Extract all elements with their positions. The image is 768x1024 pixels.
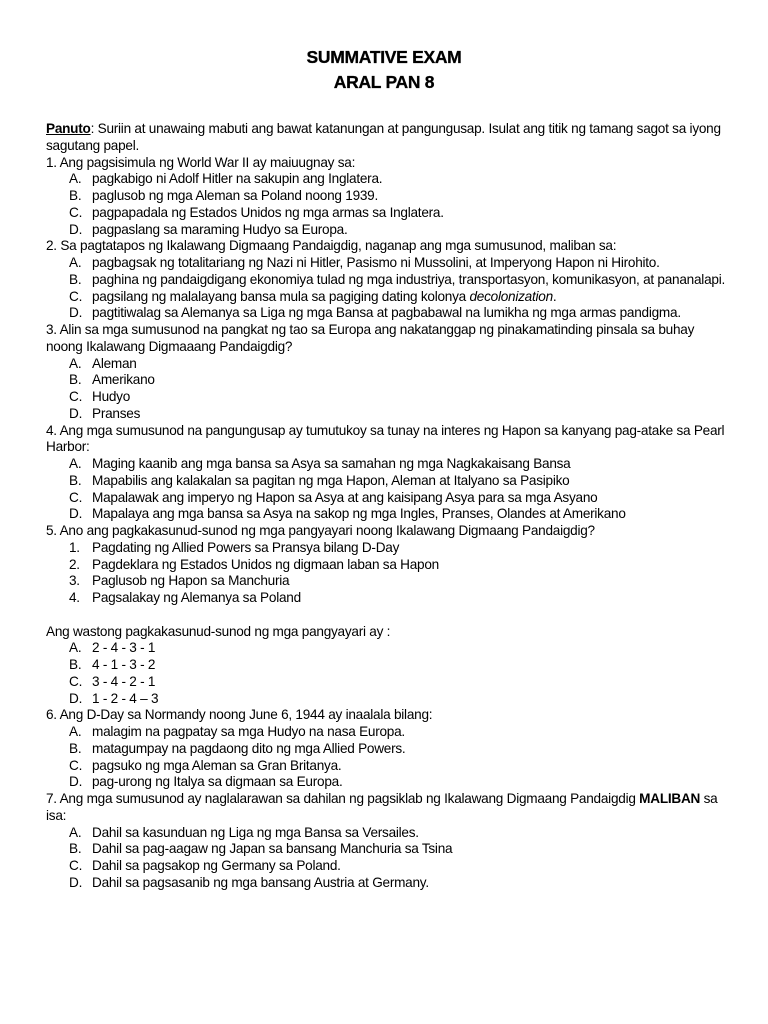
event-item (46, 573, 731, 590)
option-label: D. (69, 405, 83, 421)
option-label: A. (69, 640, 82, 656)
answer-option (46, 674, 731, 691)
exam-subtitle: ARAL PAN 8 (333, 72, 435, 92)
question-3 (46, 322, 731, 423)
answer-option (46, 222, 731, 239)
answer-option (46, 372, 731, 389)
option-label: D. (69, 774, 83, 790)
option-text (92, 289, 731, 306)
option-text-main: pag-urong ng Italya sa digmaan sa Europa. (92, 774, 343, 790)
option-text-main: Mapalawak ang imperyo ng Hapon sa Asya at ang kaisipang Asya para sa mga Asyano (92, 489, 598, 505)
option-text (92, 540, 731, 557)
option-text (92, 305, 731, 322)
option-text-main: paghina ng pandaigdigang ekonomiya tulad ng mga industriya, transportasyon, komunikasyon, at pananalapi. (92, 271, 725, 287)
question-5 (46, 523, 731, 707)
question-1 (46, 155, 731, 239)
option-text-main: Hudyo (92, 389, 131, 404)
option-text-main: Pagdeklara ng Estados Unidos ng digmaan laban sa Hapon (92, 556, 439, 572)
option-text-main: pagpapadala ng Estados Unidos ng mga armas sa Inglatera. (92, 204, 444, 220)
option-text-main: Pagsalakay ng Alemanya sa Poland (92, 590, 301, 605)
option-label: B. (69, 271, 82, 287)
option-text (92, 222, 731, 239)
question-stem: 5. Ano ang pagkakasunud-sunod ng mga pangyayari noong Ikalawang Digmaang Pandaigdig? (46, 523, 595, 538)
option-text (92, 188, 731, 205)
option-text-main: Pranses (92, 405, 141, 421)
option-text-main: Dahil sa pagsasanib ng mga bansang Austria at Germany. (92, 874, 429, 890)
option-text-main: Dahil sa kasunduan ng Liga ng mga Bansa sa Versailes. (92, 824, 419, 840)
option-label: B. (69, 740, 82, 756)
event-item (46, 557, 731, 574)
instructions (46, 121, 731, 155)
option-label: 3. (69, 573, 80, 589)
question-text (46, 238, 731, 255)
option-label: C. (69, 489, 83, 505)
option-text (92, 456, 731, 473)
option-label: D. (69, 690, 83, 706)
option-text-main: Aleman (92, 355, 137, 371)
option-text-main: pagtitiwalag sa Alemanya sa Liga ng mga Bansa at pagbabawal na lumikha ng mga armas pandigma. (92, 305, 681, 321)
question-stem-after: sa isa: (46, 791, 718, 823)
question-7 (46, 791, 731, 892)
option-text-main: Dahil sa pagsakop ng Germany sa Poland. (92, 858, 341, 873)
option-text (92, 691, 731, 708)
question-text (46, 523, 731, 540)
option-text-main: pagbagsak ng totalitariang ng Nazi ni Hitler, Pasismo ni Mussolini, at Imperyong Hapon ni Hirohito. (92, 255, 660, 270)
answer-option (46, 825, 731, 842)
question-stem: 3. Alin sa mga sumusunod na pangkat ng tao sa Europa ang nakatanggap ng pinakamatinding pinsala sa buhay noong Ikalawang Digmaaang Pandaigdig? (46, 322, 695, 354)
option-label: B. (69, 841, 82, 857)
option-text (92, 640, 731, 657)
answer-option (46, 774, 731, 791)
option-text-main: pagkabigo ni Adolf Hitler na sakupin ang Inglatera. (92, 171, 383, 187)
question-text (46, 155, 731, 172)
option-text-main: Mapabilis ang kalakalan sa pagitan ng mga Hapon, Aleman at Italyano sa Pasipiko (92, 472, 570, 488)
exam-title: SUMMATIVE EXAM (306, 47, 462, 67)
question-2 (46, 238, 731, 322)
question-prompt: Ang wastong pagkakasunud-sunod ng mga pangyayari ay : (46, 623, 391, 639)
option-emphasis: decolonization (469, 288, 553, 304)
option-label: 4. (69, 590, 80, 605)
answer-option (46, 741, 731, 758)
answer-option (46, 506, 731, 523)
option-label: D. (69, 305, 83, 321)
option-label: A. (69, 824, 82, 840)
answer-option (46, 272, 731, 289)
option-text-main: Amerikano (92, 372, 155, 388)
option-text-main: Mapalaya ang mga bansa sa Asya na sakop ng mga Ingles, Pranses, Olandes at Amerikano (92, 506, 626, 522)
option-label: B. (69, 372, 82, 388)
option-text-main: 2 - 4 - 3 - 1 (92, 640, 156, 656)
option-text (92, 389, 731, 406)
option-label: A. (69, 355, 82, 371)
answer-option (46, 305, 731, 322)
answer-option (46, 356, 731, 373)
answer-option (46, 188, 731, 205)
option-text (92, 841, 731, 858)
event-item (46, 590, 731, 607)
option-text-main: matagumpay na pagdaong dito ng mga Allied Powers. (92, 740, 406, 756)
option-text (92, 858, 731, 875)
answer-option (46, 841, 731, 858)
spacer (46, 607, 731, 624)
answer-option (46, 255, 731, 272)
question-stem: 1. Ang pagsisimula ng World War II ay maiuugnay sa: (46, 154, 356, 170)
answer-option (46, 456, 731, 473)
answer-option (46, 490, 731, 507)
option-text (92, 490, 731, 507)
question-stem: 6. Ang D-Day sa Normandy noong June 6, 1944 ay inaalala bilang: (46, 707, 433, 723)
answer-option (46, 758, 731, 775)
question-4 (46, 423, 731, 524)
question-emphasis: MALIBAN (639, 791, 701, 806)
option-text-main: Pagdating ng Allied Powers sa Pransya bilang D-Day (92, 539, 400, 555)
option-text-main: 4 - 1 - 3 - 2 (92, 657, 156, 672)
exam-body (46, 121, 731, 892)
instructions-text: : Suriin at unawaing mabuti ang bawat katanungan at pangungusap. Isulat ang titik ng tamang sagot sa iyong sagutang papel. (46, 121, 721, 153)
answer-option (46, 724, 731, 741)
option-label: B. (69, 188, 82, 203)
option-label: A. (69, 724, 82, 739)
answer-option (46, 205, 731, 222)
option-label: C. (69, 673, 83, 689)
option-text (92, 205, 731, 222)
answer-option (46, 473, 731, 490)
option-text (92, 590, 731, 607)
option-text-after: . (552, 288, 557, 304)
question-list (46, 155, 731, 892)
option-text-main: malagim na pagpatay sa mga Hudyo na nasa Europa. (92, 724, 405, 739)
option-label: D. (69, 874, 83, 890)
option-text (92, 557, 731, 574)
question-text (46, 791, 731, 825)
answer-option (46, 640, 731, 657)
option-label: A. (69, 456, 82, 471)
option-text (92, 255, 731, 272)
option-label: 2. (69, 556, 80, 572)
option-text (92, 171, 731, 188)
option-text (92, 356, 731, 373)
option-text (92, 473, 731, 490)
option-text-main: 1 - 2 - 4 – 3 (92, 690, 159, 706)
question-text (46, 423, 731, 457)
option-text (92, 372, 731, 389)
answer-option (46, 289, 731, 306)
answer-option (46, 406, 731, 423)
question-text (46, 707, 731, 724)
option-text (92, 741, 731, 758)
question-stem: 7. Ang mga sumusunod ay naglalarawan sa dahilan ng pagsiklab ng Ikalawang Digmaang Pandaigdig (46, 791, 640, 806)
answer-option (46, 691, 731, 708)
option-text (92, 506, 731, 523)
option-text (92, 875, 731, 892)
question-6 (46, 707, 731, 791)
option-text-main: 3 - 4 - 2 - 1 (92, 673, 156, 689)
option-text-main: Dahil sa pag-aagaw ng Japan sa bansang Manchuria sa Tsina (92, 841, 453, 857)
option-label: D. (69, 221, 83, 237)
option-text (92, 674, 731, 691)
answer-option (46, 657, 731, 674)
option-label: B. (69, 472, 82, 488)
option-label: B. (69, 657, 82, 672)
option-text (92, 657, 731, 674)
option-text-main: Paglusob ng Hapon sa Manchuria (92, 573, 290, 589)
question-text (46, 322, 731, 356)
question-stem: 4. Ang mga sumusunod na pangungusap ay tumutukoy sa tunay na interes ng Hapon sa kanyang pag-atake sa Pearl Harbor: (46, 422, 725, 455)
option-label: C. (69, 288, 83, 304)
option-text (92, 774, 731, 791)
option-label: C. (69, 389, 83, 404)
answer-option (46, 858, 731, 875)
instructions-label: Panuto (46, 121, 91, 136)
option-text (92, 825, 731, 842)
answer-option (46, 389, 731, 406)
option-text (92, 272, 731, 289)
option-label: 1. (69, 539, 80, 555)
option-text (92, 758, 731, 775)
option-label: D. (69, 506, 83, 522)
option-text-main: pagsuko ng mga Aleman sa Gran Britanya. (92, 757, 342, 773)
option-text (92, 406, 731, 423)
option-text-main: pagpaslang sa maraming Hudyo sa Europa. (92, 221, 348, 237)
option-text-main: pagsilang ng malalayang bansa mula sa pagiging dating kolonya (92, 288, 470, 304)
option-label: A. (69, 255, 82, 270)
answer-option (46, 875, 731, 892)
option-label: C. (69, 204, 83, 220)
option-text-main: Maging kaanib ang mga bansa sa Asya sa samahan ng mga Nagkakaisang Bansa (92, 456, 571, 471)
option-label: C. (69, 858, 83, 873)
option-text (92, 724, 731, 741)
option-label: A. (69, 171, 82, 187)
option-text-main: paglusob ng mga Aleman sa Poland noong 1939. (92, 188, 379, 203)
question-stem: 2. Sa pagtatapos ng Ikalawang Digmaang Pandaigdig, naganap ang mga sumusunod, maliban sa: (46, 238, 617, 254)
option-label: C. (69, 757, 83, 773)
answer-option (46, 171, 731, 188)
option-text (92, 573, 731, 590)
event-item (46, 540, 731, 557)
